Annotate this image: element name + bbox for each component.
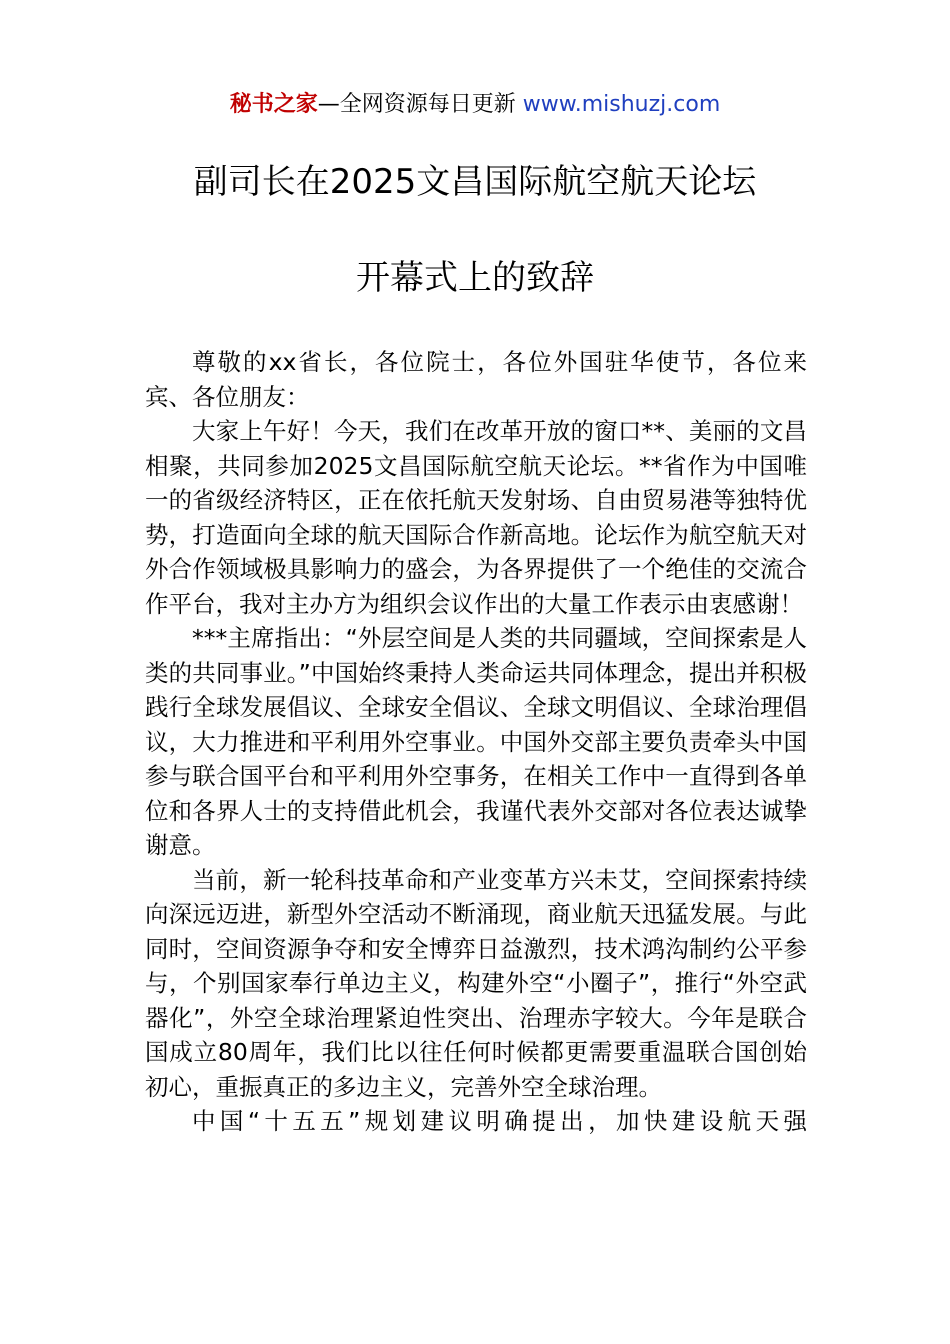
document-title-line-2: 开幕式上的致辞	[356, 258, 594, 298]
paragraph-greeting: 大家上午好！今天，我们在改革开放的窗口**、美丽的文昌相聚，共同参加2025文昌国际航空航天论坛。**省作为中国唯一的省级经济特区，正在依托航天发射场、自由贸易港等独特优势，打造面向全球的航天国际合作新高地。论坛作为航空航天对外合作领域极具影响力的盛会，为各界提供了一个绝佳的交流合作平台，我对主办方为组织会议作出的大量工作表示由衷感谢！	[145, 417, 807, 618]
header-separator: —	[317, 92, 340, 117]
paragraph-current-situation: 当前，新一轮科技革命和产业变革方兴未艾，空间探索持续向深远迈进，新型外空活动不断涌现，商业航天迅猛发展。与此同时，空间资源争夺和安全博弈日益激烈，技术鸿沟制约公平参与，个别国家奉行单边主义，构建外空“小圈子”，推行“外空武器化”，外空全球治理紧迫性突出、治理赤字较大。今年是联合国成立80周年，我们比以往任何时候都更需要重温联合国创始初心，重振真正的多边主义，完善外空全球治理。	[145, 865, 807, 1101]
paragraph-quote: ***主席指出：“外层空间是人类的共同疆域，空间探索是人类的共同事业。”中国始终秉持人类命运共同体理念，提出并积极践行全球发展倡议、全球安全倡议、全球文明倡议、全球治理倡议，大力推进和平利用外空事业。中国外交部主要负责牵头中国参与联合国平台和平利用外空事务，在相关工作中一直得到各单位和各界人士的支持借此机会，我谨代表外交部对各位表达诚挚谢意。	[145, 624, 807, 859]
brand-name[interactable]: 秘书之家	[229, 92, 318, 117]
document-body	[145, 345, 807, 1139]
paragraph-salutation: 尊敬的xx省长，各位院士，各位外国驻华使节，各位来宾、各位朋友：	[145, 348, 807, 411]
paragraph-five-year-plan: 中国“十五五”规划建议明确提出，加快建设航天强	[192, 1107, 807, 1135]
site-url-link[interactable]: www.mishuzj.com	[522, 92, 721, 117]
header-slogan: 全网资源每日更新	[339, 92, 523, 117]
site-header	[0, 88, 950, 122]
document-title-line-1: 副司长在2025文昌国际航空航天论坛	[193, 162, 757, 202]
